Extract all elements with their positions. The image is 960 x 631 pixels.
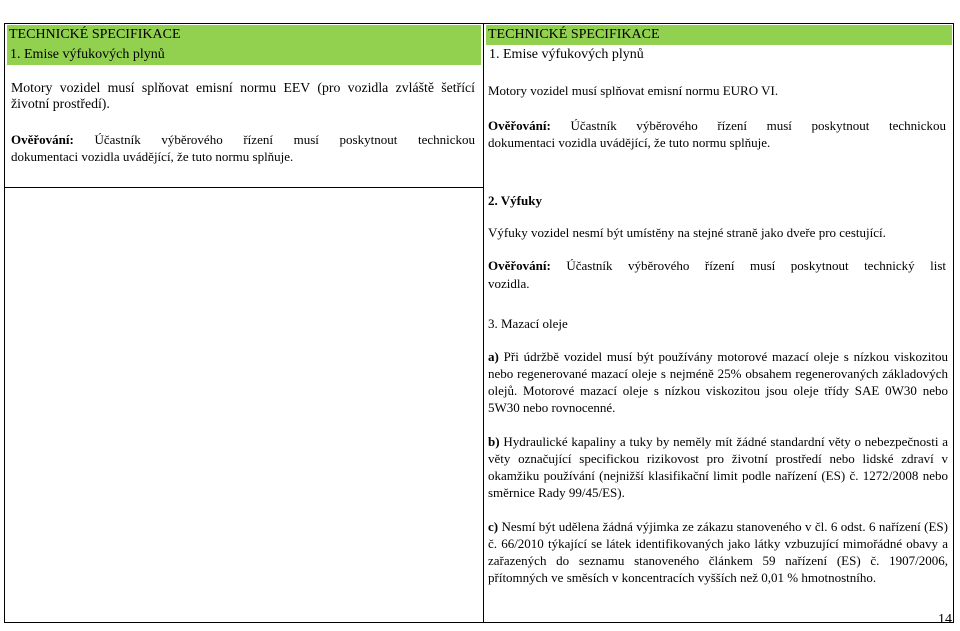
right-section-heading [486,45,952,65]
spec-comparison-table [4,23,954,623]
right-s1-text: Motory vozidel musí splňovat emisní normu EURO VI. [488,83,779,98]
column-divider [483,24,484,622]
left-section-band [7,45,481,65]
right-item-c: c) Nesmí být udělena žádná výjimka ze zákazu stanoveného v čl. 6 odst. 6 nařízení (ES) č. 66/2010 týkající se látek identifikovaných jako látky vzbuzující mimořádné obavy a zařazených do seznamu stanoveného článkem 59 nařízení (ES) č. 1907/2006, přítomných ve směsích v koncentracích vyšších než 0,01 % hmotnostního. [488,519,948,585]
right-s1-verification-line-1: Ověřování: Účastník výběrového řízení musí poskytnout technickou [488,118,946,133]
left-row-divider [5,187,483,188]
left-header-band [7,25,481,45]
right-s2-text: Výfuky vozidel nesmí být umístěny na stejné straně jako dveře pro cestující. [488,225,886,240]
left-verification-line-2: dokumentaci vozidla uvádějící, že tuto normu splňuje. [11,149,294,164]
left-section-title: 1. Emise výfukových plynů [10,47,165,62]
right-item-b: b) Hydraulické kapaliny a tuky by neměly mít žádné standardní věty o nebezpečnosti a věty označující specifickou rizikovost pro životní prostředí nebo lidské zdraví v okamžiku používání (nejnižší klasifikační limit podle nařízení (ES) č. 1272/2008 nebo směrnice Rady 99/45/ES). [488,434,948,500]
left-verification-line-1: Ověřování: Účastník výběrového řízení musí poskytnout technickou [11,132,475,147]
right-s2-verification-line-1: Ověřování: Účastník výběrového řízení musí poskytnout technický list [488,258,946,273]
right-s1-verification-line-2: dokumentaci vozidla uvádějící, že tuto normu splňuje. [488,135,771,150]
right-header-band [486,25,952,45]
page-number: 14 [938,612,952,627]
left-intro-line-1: Motory vozidel musí splňovat emisní normu EEV (pro vozidla zvláště šetřící [11,80,475,95]
right-s3-title: 3. Mazací oleje [488,316,568,331]
right-s2-verification-line-2: vozidla. [488,276,530,291]
right-item-a: a) Při údržbě vozidel musí být používány motorové mazací oleje s nízkou viskozitou nebo regenerované mazací oleje s nejméně 25% obsahem regenerovaných základových olejů. Motorové mazací oleje s nízkou viskozitou jsou oleje třídy SAE 0W30 nebo 5W30 nebo rovnocenné. [488,349,948,415]
left-verify-label: Ověřování: [11,132,74,147]
left-header-title: TECHNICKÉ SPECIFIKACE [9,27,181,42]
right-s2-title: 2. Výfuky [488,193,542,208]
left-intro-line-2: životní prostředí). [11,96,110,111]
right-section-title: 1. Emise výfukových plynů [489,47,644,62]
right-header-title: TECHNICKÉ SPECIFIKACE [488,27,660,42]
